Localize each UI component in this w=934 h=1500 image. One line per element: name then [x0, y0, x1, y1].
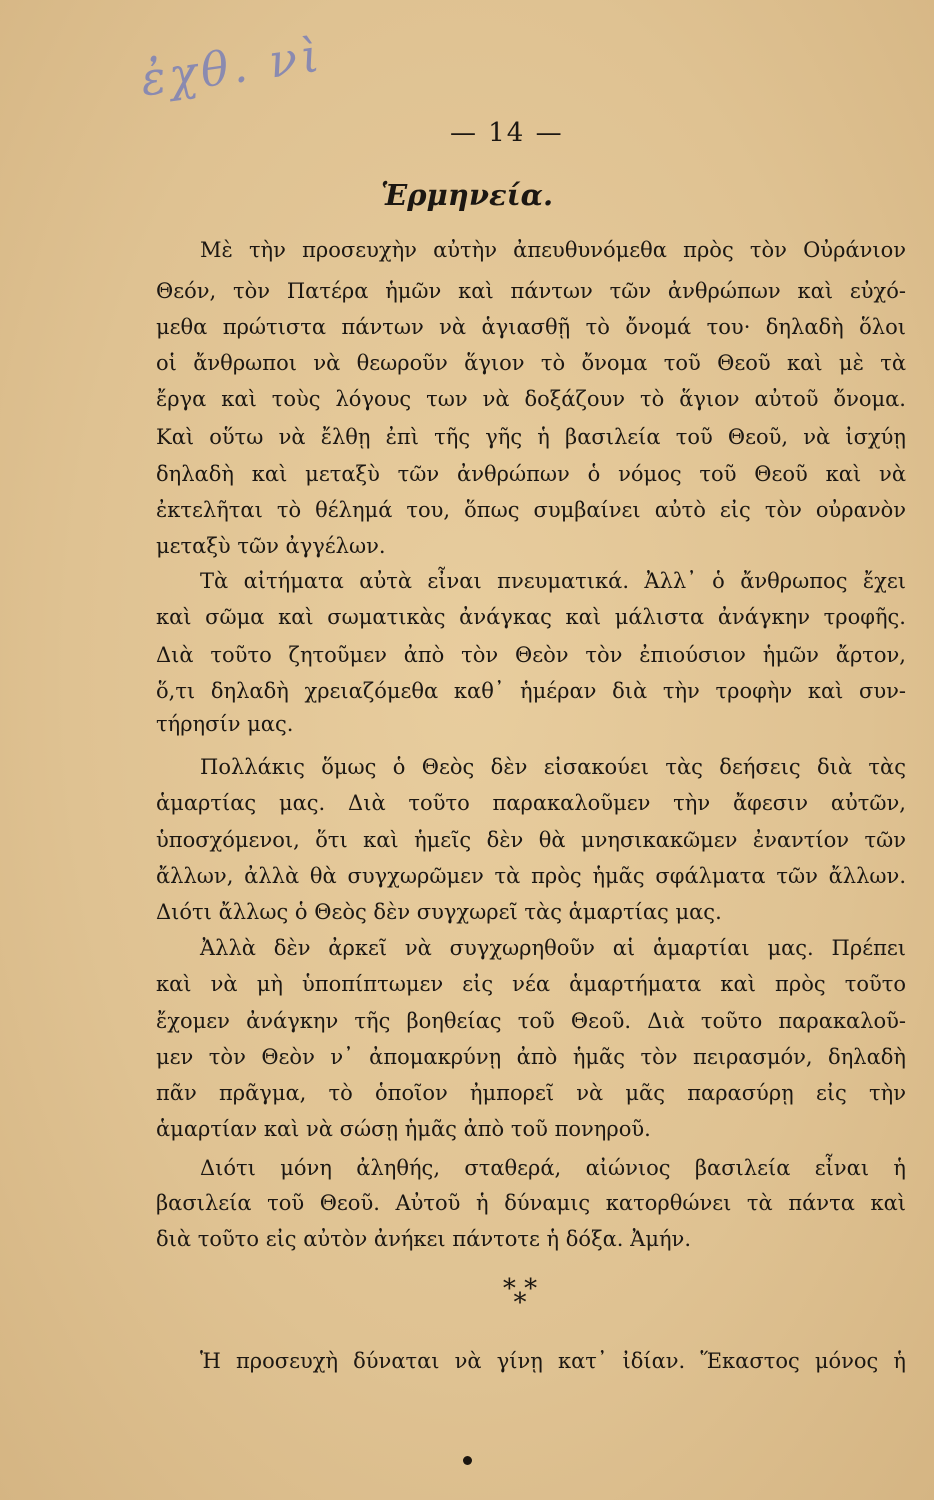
text-line: Διότι ἄλλως ὁ Θεὸς δὲν συγχωρεῖ τὰς ἁμαρτίας μας. [156, 900, 722, 924]
text-line: καὶ νὰ μὴ ὑποπίπτωμεν εἰς νέα ἁμαρτήματα καὶ πρὸς τοῦτο [156, 972, 906, 996]
text-line: οἱ ἄνθρωποι νὰ θεωροῦν ἅγιον τὸ ὄνομα τοῦ Θεοῦ καὶ μὲ τὰ [156, 351, 906, 375]
text-line: Μὲ τὴν προσευχὴν αὐτὴν ἀπευθυνόμεθα πρὸς τὸν Οὐράνιον [200, 238, 906, 262]
text-line: μεν τὸν Θεὸν ν᾽ ἀπομακρύνῃ ἀπὸ ἡμᾶς τὸν πειρασμόν, δηλαδὴ [156, 1045, 906, 1069]
section-heading: Ἑρμηνεία. [380, 178, 554, 212]
footer-text-line: Ἡ προσευχὴ δύναται νὰ γίνῃ κατ᾽ ἰδίαν. Ἕκαστος μόνος ἡ [200, 1349, 906, 1373]
text-line: πᾶν πρᾶγμα, τὸ ὁποῖον ἠμπορεῖ νὰ μᾶς παρασύρῃ εἰς τὴν [156, 1081, 906, 1105]
text-line: Πολλάκις ὅμως ὁ Θεὸς δὲν εἰσακούει τὰς δεήσεις διὰ τὰς [200, 755, 906, 779]
text-line: βασιλεία τοῦ Θεοῦ. Αὐτοῦ ἡ δύναμις κατορθώνει τὰ πάντα καὶ [156, 1191, 906, 1215]
text-line: Διότι μόνη ἀληθής, σταθερά, αἰώνιος βασιλεία εἶναι ἡ [200, 1156, 906, 1180]
handwritten-annotation: ἐχθ. νὶ [137, 27, 327, 107]
text-line: Ἀλλὰ δὲν ἀρκεῖ νὰ συγχωρηθοῦν αἱ ἁμαρτίαι μας. Πρέπει [200, 936, 906, 960]
ink-dot [463, 1456, 472, 1465]
text-line: μεθα πρώτιστα πάντων νὰ ἁγιασθῇ τὸ ὄνομά του· δηλαδὴ ὅλοι [156, 315, 906, 339]
text-line: ἐκτελῆται τὸ θέλημά του, ὅπως συμβαίνει αὐτὸ εἰς τὸν οὐρανὸν [156, 498, 906, 522]
text-line: μεταξὺ τῶν ἀγγέλων. [156, 534, 386, 558]
text-line: Θεόν, τὸν Πατέρα ἡμῶν καὶ πάντων τῶν ἀνθρώπων καὶ εὐχό- [156, 279, 906, 303]
section-separator: * * * [502, 1274, 538, 1318]
text-line: ἁμαρτίαν καὶ νὰ σώσῃ ἡμᾶς ἀπὸ τοῦ πονηροῦ. [156, 1117, 651, 1141]
text-line: τήρησίν μας. [156, 712, 294, 736]
text-line: δηλαδὴ καὶ μεταξὺ τῶν ἀνθρώπων ὁ νόμος τοῦ Θεοῦ καὶ νὰ [156, 462, 906, 486]
text-line: ὅ,τι δηλαδὴ χρειαζόμεθα καθ᾽ ἡμέραν διὰ τὴν τροφὴν καὶ συν- [156, 679, 906, 703]
text-line: ἁμαρτίας μας. Διὰ τοῦτο παρακαλοῦμεν τὴν ἄφεσιν αὐτῶν, [156, 791, 906, 815]
text-line: ἔχομεν ἀνάγκην τῆς βοηθείας τοῦ Θεοῦ. Διὰ τοῦτο παρακαλοῦ- [156, 1009, 906, 1033]
text-line: ἄλλων, ἀλλὰ θὰ συγχωρῶμεν τὰ πρὸς ἡμᾶς σφάλματα τῶν ἄλλων. [156, 864, 906, 888]
text-line: Τὰ αἰτήματα αὐτὰ εἶναι πνευματικά. Ἀλλ᾽ ὁ ἄνθρωπος ἔχει [200, 569, 906, 593]
text-line: καὶ σῶμα καὶ σωματικὰς ἀνάγκας καὶ μάλιστα ἀνάγκην τροφῆς. [156, 605, 906, 629]
text-line: διὰ τοῦτο εἰς αὐτὸν ἀνήκει πάντοτε ἡ δόξα. Ἀμήν. [156, 1227, 691, 1251]
text-line: Διὰ τοῦτο ζητοῦμεν ἀπὸ τὸν Θεὸν τὸν ἐπιούσιον ἡμῶν ἄρτον, [156, 643, 906, 667]
text-line: Καὶ οὕτω νὰ ἔλθῃ ἐπὶ τῆς γῆς ἡ βασιλεία τοῦ Θεοῦ, νὰ ἰσχύῃ [156, 425, 906, 449]
text-line: ἔργα καὶ τοὺς λόγους των νὰ δοξάζουν τὸ ἅγιον αὐτοῦ ὄνομα. [156, 387, 906, 411]
text-line: ὑποσχόμενοι, ὅτι καὶ ἡμεῖς δὲν θὰ μνησικακῶμεν ἐναντίον τῶν [156, 828, 906, 852]
page-number: — 14 — [450, 118, 564, 148]
